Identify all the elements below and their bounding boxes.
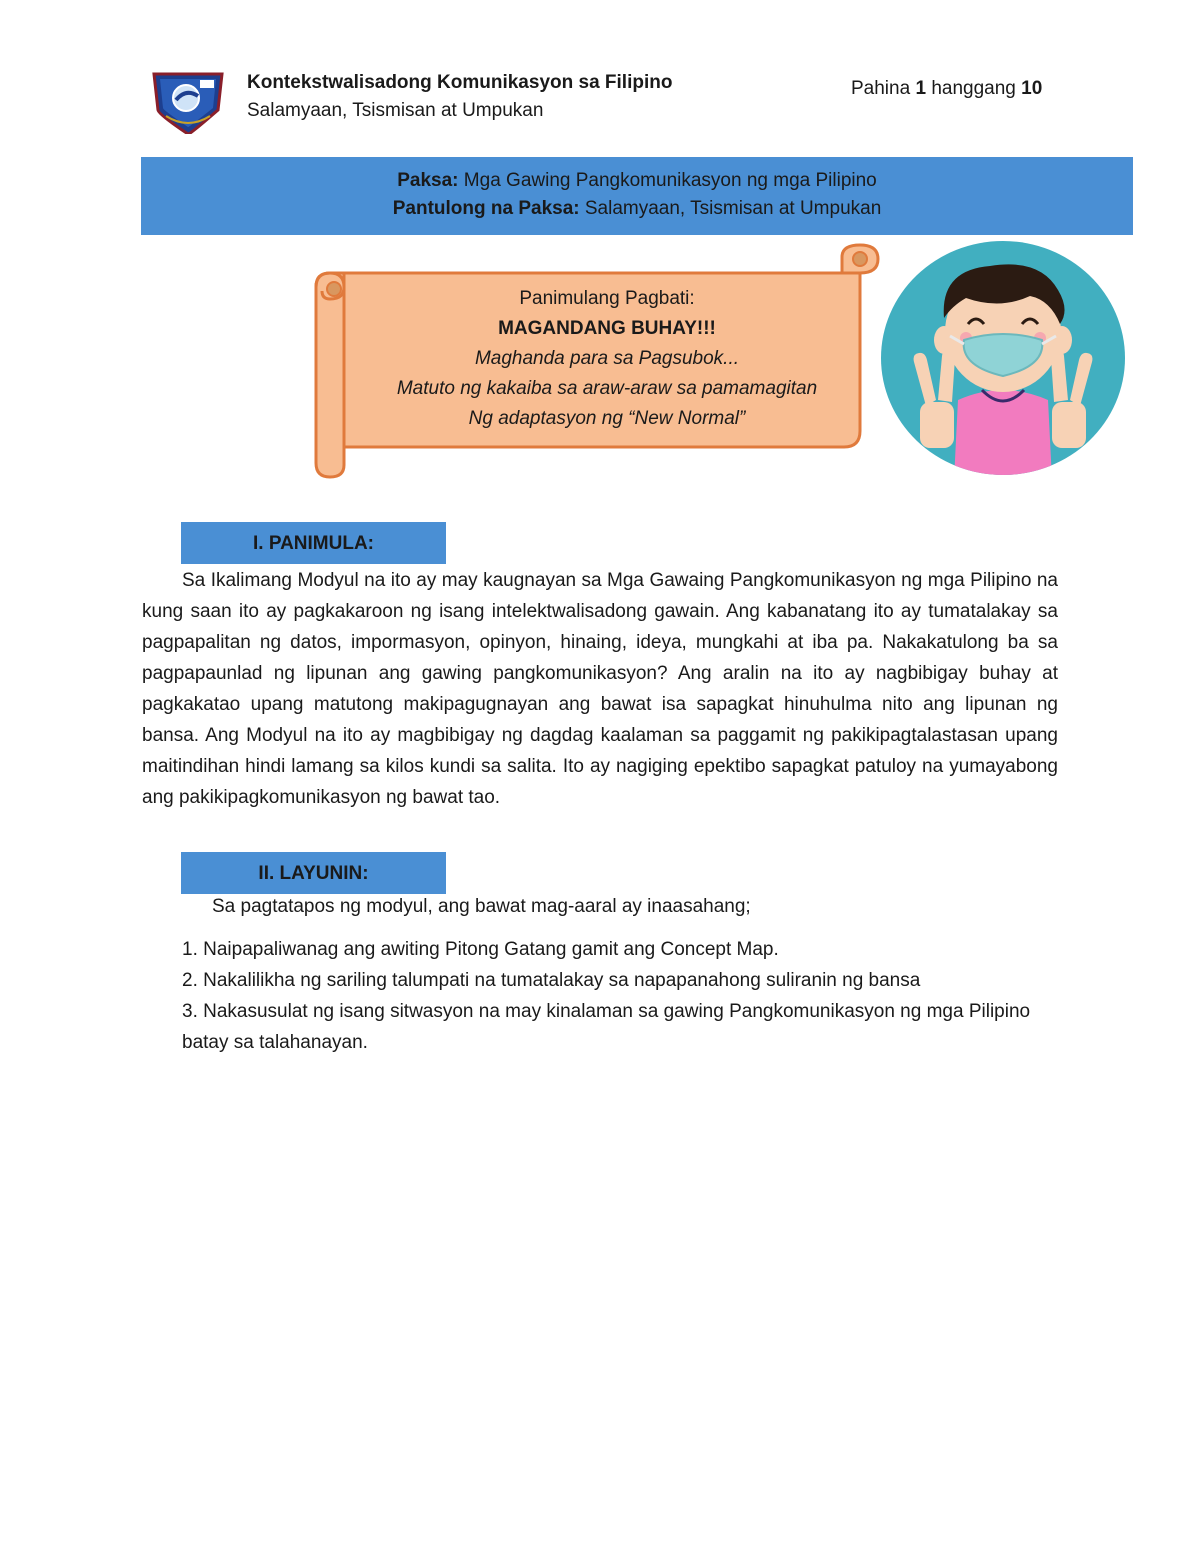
document-subtitle: Salamyaan, Tsismisan at Umpukan bbox=[247, 100, 544, 121]
panimula-heading: I. PANIMULA: bbox=[181, 522, 446, 564]
layunin-intro: Sa pagtatapos ng modyul, ang bawat mag-aaral ay inaasahang; bbox=[212, 896, 751, 917]
page-indicator bbox=[851, 78, 1042, 100]
school-shield-logo-icon bbox=[152, 70, 224, 134]
greeting-text bbox=[342, 284, 872, 434]
pantulong-value: Salamyaan, Tsismisan at Umpukan bbox=[584, 198, 882, 219]
topic-line bbox=[141, 170, 1133, 192]
greeting-heading: Panimulang Pagbati: bbox=[519, 288, 695, 309]
page-label: Pahina bbox=[851, 78, 911, 99]
objectives-list bbox=[182, 934, 1062, 1058]
paksa-label: Paksa: bbox=[397, 170, 459, 191]
greeting-line: Matuto ng kakaiba sa araw-araw sa pamamagitan bbox=[396, 378, 818, 399]
objective-item: 3. Nakasusulat ng isang sitwasyon na may kinalaman sa gawing Pangkomunikasyon ng mga Pilipino batay sa talahanayan. bbox=[182, 1001, 1031, 1053]
pantulong-label: Pantulong na Paksa: bbox=[392, 198, 580, 219]
topic-banner bbox=[141, 157, 1133, 235]
page-separator: hanggang bbox=[931, 78, 1016, 99]
page-total: 10 bbox=[1021, 78, 1043, 99]
layunin-heading: II. LAYUNIN: bbox=[181, 852, 446, 894]
masked-boy-avatar-icon bbox=[880, 240, 1126, 477]
greeting-line: Maghanda para sa Pagsubok... bbox=[474, 348, 740, 369]
document-title: Kontekstwalisadong Komunikasyon sa Filipino bbox=[247, 72, 673, 93]
panimula-paragraph: Sa Ikalimang Modyul na ito ay may kaugnayan sa Mga Gawaing Pangkomunikasyon ng mga Pilipino na kung saan ito ay pagkakaroon ng isang intelektwalisadong gawain. Ang kabanatang ito ay tumatalakay sa pagpapalitan ng datos, impormasyon, opinyon, hinaing, ideya, mungkahi at iba pa. Nakakatulong ba sa pagpapaunlad ng lipunan ang gawing pangkomunikasyon? Ang aralin na ito ay nagbibigay buhay at pagkakatao upang matutong makipagugnayan ang bawat isa sapagkat hinuhulma nito ang lipunan ng bansa. Ang Modyul na ito ay magbibigay ng dagdag kaalaman sa paggamit ng pakikipagtalastasan upang maitindihan hindi lamang sa kilos kundi sa salita. Ito ay nagiging epektibo sapagkat patuloy na yumayabong ang pakikipagkomunikasyon ng bawat tao. bbox=[142, 570, 1058, 808]
greeting-line: Ng adaptasyon ng “New Normal” bbox=[468, 408, 746, 429]
subtopic-line bbox=[141, 198, 1133, 220]
objective-item: 1. Naipapaliwanag ang awiting Pitong Gatang gamit ang Concept Map. bbox=[182, 939, 779, 960]
page-current: 1 bbox=[915, 78, 927, 99]
paksa-value: Mga Gawing Pangkomunikasyon ng mga Pilipino bbox=[463, 170, 877, 191]
greeting-main: MAGANDANG BUHAY!!! bbox=[498, 318, 716, 339]
objective-item: 2. Nakalilikha ng sariling talumpati na tumatalakay sa napapanahong suliranin ng bansa bbox=[182, 970, 921, 991]
